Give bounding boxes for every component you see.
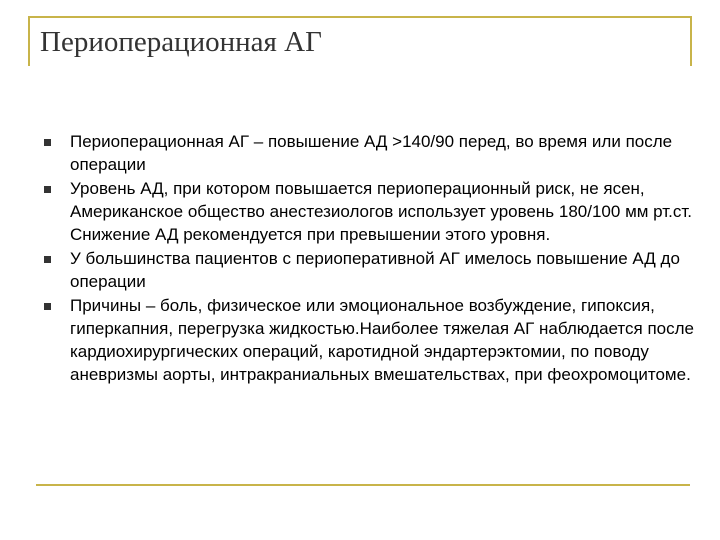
bullet-text: Периоперационная АГ – повышение АД >140/90 перед, во время или после операции xyxy=(70,132,673,174)
bullet-item xyxy=(44,130,694,176)
bullet-list xyxy=(44,130,694,387)
bullet-text: Причины – боль, физическое или эмоциональное возбуждение, гипоксия, гиперкапния, перегрузка жидкостью.Наиболее тяжелая АГ наблюдается после кардиохирургических операций, каротидной эндартерэктомии, по поводу аневризмы аорты, интракраниальных вмешательствах, при феохромоцитоме. xyxy=(70,296,694,384)
bullet-text: У большинства пациентов с периоперативной АГ имелось повышение АД до операции xyxy=(70,249,680,291)
bullet-item xyxy=(44,294,694,386)
title-frame-top-line xyxy=(28,16,692,18)
bullet-text: Уровень АД, при котором повышается периоперационный риск, не ясен, Американское общество анестезиологов использует уровень 180/100 мм рт.ст. Снижение АД рекомендуется при превышении этого уровня. xyxy=(70,179,692,244)
square-bullet-icon xyxy=(44,303,51,310)
bullet-item xyxy=(44,177,694,246)
square-bullet-icon xyxy=(44,139,51,146)
title-frame-right-line xyxy=(690,16,692,66)
bottom-divider-line xyxy=(36,484,690,486)
square-bullet-icon xyxy=(44,186,51,193)
bullet-item xyxy=(44,247,694,293)
title-frame-left-line xyxy=(28,16,30,66)
slide-title: Периоперационная АГ xyxy=(40,26,322,58)
square-bullet-icon xyxy=(44,256,51,263)
